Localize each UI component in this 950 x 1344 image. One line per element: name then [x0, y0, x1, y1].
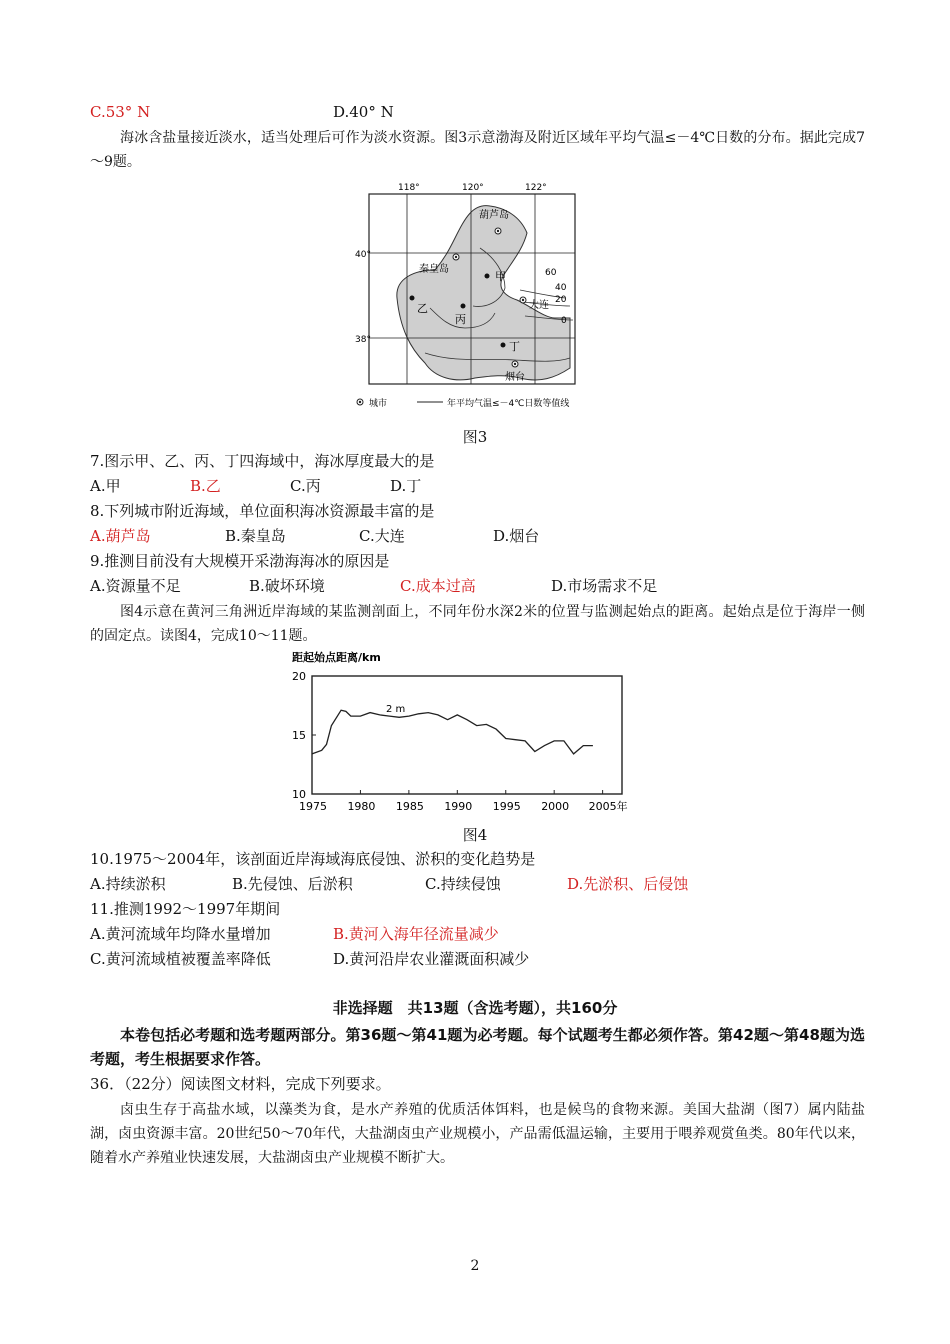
q11-option-b: B.黄河入海年径流量减少: [333, 925, 499, 943]
section-title: 非选择题 共13题（含选考题），共160分: [332, 999, 618, 1017]
point-bing: 丙: [455, 313, 466, 326]
q9-option-a: A.资源量不足: [90, 577, 181, 595]
option-d-40n: D.40° N: [333, 103, 394, 121]
city-yantai: 烟台: [505, 372, 525, 383]
legend-isoline: 年平均气温≤－4℃日数等值线: [447, 399, 570, 409]
point-yi: 乙: [417, 302, 428, 315]
lon-122: 122°: [525, 183, 547, 193]
intro-sea-ice: 海冰含盐量接近淡水，适当处理后可作为淡水资源。图3示意渤海及附近区域年平均气温≤－4℃日数的分布。据此完成7～9题。: [90, 130, 865, 170]
q10-option-a: A.持续淤积: [90, 875, 166, 893]
series-2m-line: [312, 710, 593, 754]
chart-ylabel: 距起始点距离/km: [292, 651, 381, 664]
iso-60: 60: [545, 268, 557, 278]
q7-option-c: C.丙: [290, 477, 321, 495]
x-tick-label: 1990: [444, 800, 473, 813]
distance-chart: [280, 648, 680, 820]
q11-option-d: D.黄河沿岸农业灌溉面积减少: [333, 950, 530, 968]
q9-stem: 9.推测目前没有大规模开采渤海海冰的原因是: [90, 552, 390, 570]
plot-frame: [312, 676, 622, 794]
q10-option-d: D.先淤积、后侵蚀: [567, 875, 689, 893]
q11-option-c: C.黄河流域植被覆盖率降低: [90, 950, 271, 968]
series-label: 2 m: [386, 704, 406, 715]
city-dalian: 大连: [529, 300, 549, 311]
bohai-sea-area: [397, 206, 570, 380]
point-ding: 丁: [509, 340, 520, 353]
q11-option-a: A.黄河流域年均降水量增加: [90, 925, 271, 943]
intro-delta: 图4示意在黄河三角洲近岸海域的某监测剖面上，不同年份水深2米的位置与监测起始点的距离。起始点是位于海岸一侧的固定点。读图4，完成10～11题。: [90, 604, 865, 644]
q10-option-c: C.持续侵蚀: [425, 875, 501, 893]
y-tick-label: 10: [292, 788, 306, 801]
option-c-53n: C.53° N: [90, 103, 151, 121]
city-qinhuangdao: 秦皇岛: [419, 264, 449, 275]
bohai-map: [355, 178, 585, 418]
q9-option-c: C.成本过高: [400, 577, 476, 595]
lat-38: 38°: [355, 335, 371, 345]
q7-stem: 7.图示甲、乙、丙、丁四海域中，海冰厚度最大的是: [90, 452, 435, 470]
city-huludao: 葫芦岛: [479, 210, 509, 221]
q9-option-d: D.市场需求不足: [551, 577, 658, 595]
q10-option-b: B.先侵蚀、后淤积: [232, 875, 353, 893]
x-tick-label: 1985: [395, 800, 424, 813]
q9-option-b: B.破坏环境: [249, 577, 325, 595]
q36-material: 卤虫生存于高盐水域，以藻类为食，是水产养殖的优质活体饵料，也是候鸟的食物来源。美国大盐湖（图7）属内陆盐湖，卤虫资源丰富。20世纪50～70年代，大盐湖卤虫产业规模小，产品需低温运输，主要用于喂养观赏鱼类。80年代以来，随着水产养殖业快速发展，大盐湖卤虫产业规模不断扩大。: [90, 1102, 865, 1166]
q7-option-d: D.丁: [390, 477, 422, 495]
q11-stem: 11.推测1992～1997年期间: [90, 900, 281, 918]
point-jia: 甲: [495, 270, 506, 283]
iso-0: 0: [561, 316, 567, 326]
q8-option-d: D.烟台: [493, 527, 540, 545]
x-tick-label: 2005年: [588, 800, 628, 813]
figure4-caption: 图4: [462, 826, 488, 844]
section-note: 本卷包括必考题和选考题两部分。第36题～第41题为必考题。每个试题考生都必须作答。第42题～第48题为选考题，考生根据要求作答。: [90, 1026, 865, 1068]
figure3-caption: 图3: [462, 428, 488, 446]
y-tick-label: 15: [292, 729, 306, 742]
q8-option-b: B.秦皇岛: [225, 527, 286, 545]
x-tick-label: 2000: [541, 800, 570, 813]
x-tick-label: 1975: [299, 800, 327, 813]
q8-stem: 8.下列城市附近海域，单位面积海冰资源最丰富的是: [90, 502, 435, 520]
page-number: 2: [470, 1258, 480, 1274]
lon-120: 120°: [462, 183, 484, 193]
q8-option-c: C.大连: [359, 527, 405, 545]
y-tick-label: 20: [292, 670, 306, 683]
lon-118: 118°: [398, 183, 420, 193]
q10-stem: 10.1975～2004年，该剖面近岸海域海底侵蚀、淤积的变化趋势是: [90, 850, 536, 868]
x-tick-label: 1995: [492, 800, 521, 813]
x-tick-label: 1980: [347, 800, 376, 813]
q8-option-a: A.葫芦岛: [90, 527, 151, 545]
lat-40: 40°: [355, 250, 371, 260]
iso-40: 40: [555, 283, 567, 293]
legend-city: 城市: [369, 399, 388, 409]
iso-20: 20: [555, 295, 567, 305]
q36-stem: 36．（22分）阅读图文材料，完成下列要求。: [90, 1075, 391, 1093]
q7-option-b: B.乙: [190, 477, 221, 495]
q7-option-a: A.甲: [90, 477, 121, 495]
